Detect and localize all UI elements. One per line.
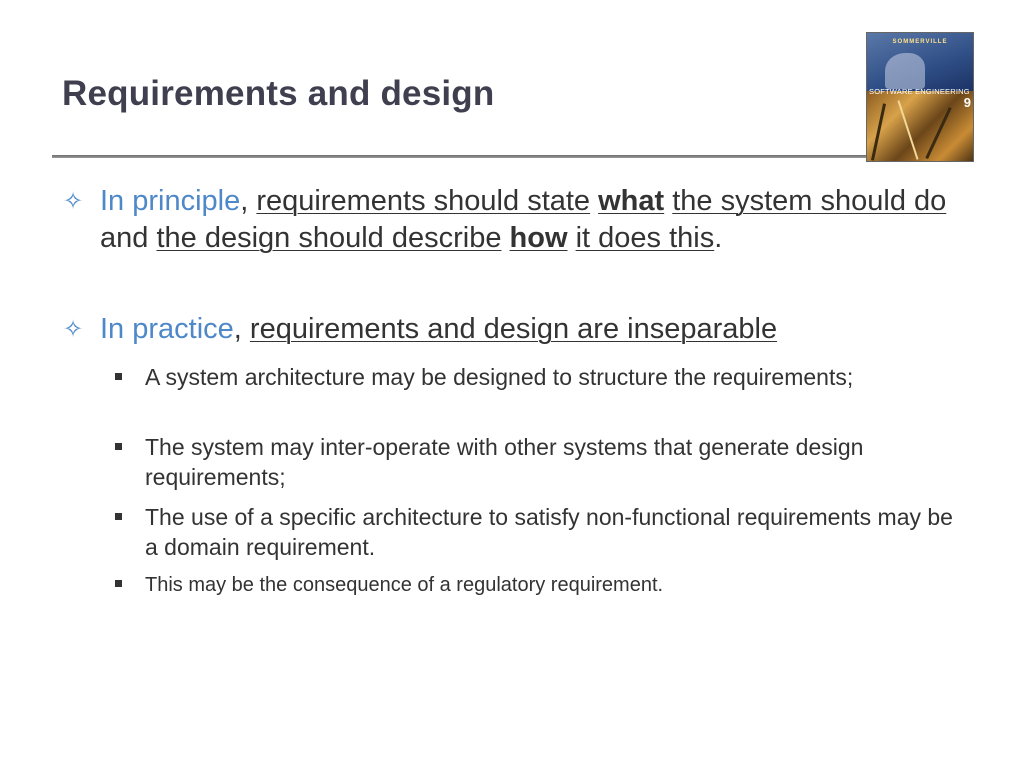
bullet-lead: In practice bbox=[100, 313, 234, 345]
bullet-text: the design should describe bbox=[156, 222, 502, 254]
title-divider bbox=[52, 155, 870, 158]
sub-bullet: The use of a specific architecture to satisfy non-functional requirements may be a domain requirement. bbox=[145, 504, 953, 560]
cover-author: SOMMERVILLE bbox=[892, 39, 948, 45]
bullet-bold: what bbox=[598, 185, 665, 217]
bullet-bold: how bbox=[509, 222, 568, 254]
cover-building-shape bbox=[885, 53, 925, 89]
cover-photo bbox=[867, 91, 973, 161]
four-point-star-icon: ✧ bbox=[63, 316, 84, 343]
bullet-lead: In principle bbox=[100, 185, 241, 217]
cover-edition: 9 bbox=[963, 95, 971, 110]
bullet-text: and bbox=[100, 222, 149, 254]
bullet-practice bbox=[100, 311, 950, 348]
sub-bullet: This may be the consequence of a regulatory requirement. bbox=[145, 574, 664, 596]
bullet-text: it does this bbox=[575, 222, 715, 254]
slide-title: Requirements and design bbox=[62, 74, 495, 113]
square-bullet-icon bbox=[115, 373, 122, 380]
bullet-text: requirements should state bbox=[256, 185, 591, 217]
bullet-text: requirements and design are inseparable bbox=[249, 313, 778, 345]
bullet-text: the system should do bbox=[672, 185, 947, 217]
bullet-principle bbox=[100, 183, 950, 257]
four-point-star-icon: ✧ bbox=[63, 188, 84, 215]
square-bullet-icon bbox=[115, 513, 122, 520]
bullet-sep: , bbox=[233, 313, 242, 345]
book-cover-image bbox=[866, 32, 974, 162]
sub-bullet: A system architecture may be designed to structure the requirements; bbox=[145, 364, 854, 390]
square-bullet-icon bbox=[115, 580, 122, 587]
square-bullet-icon bbox=[115, 443, 122, 450]
cover-title: SOFTWARE ENGINEERING bbox=[869, 87, 970, 96]
bullet-sep: , bbox=[240, 185, 249, 217]
sub-bullet: The system may inter-operate with other systems that generate design requirements; bbox=[145, 434, 864, 490]
bullet-end: . bbox=[714, 222, 723, 254]
